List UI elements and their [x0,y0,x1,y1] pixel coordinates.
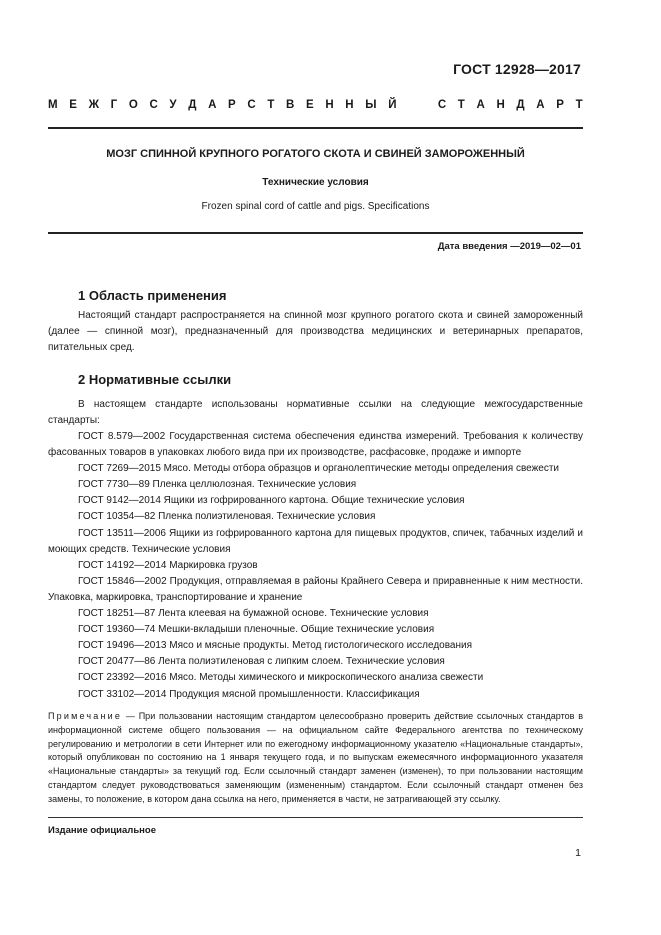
banner-letter: Т [575,99,583,111]
page-number: 1 [575,847,581,859]
banner-letter: Н [345,99,354,111]
banner-letter: Т [267,99,275,111]
banner-letter: А [208,99,217,111]
document-subtitle: Технические условия [262,177,369,188]
reference-item: ГОСТ 9142—2014 Ящики из гофрированного картона. Общие технические условия [78,495,465,507]
introduction-date: Дата введения —2019—02—01 [437,241,581,252]
references-note [48,710,583,807]
section-1-heading: 1 Область применения [78,288,227,303]
banner-letter: Е [306,99,314,111]
banner-letter: Е [69,99,77,111]
section-1-text [48,308,583,356]
banner-letter: Ы [365,99,377,111]
banner-letter: М [48,99,58,111]
banner-letter: О [128,99,138,111]
banner-letter: Т [457,99,465,111]
banner-letter: С [149,99,158,111]
reference-item: ГОСТ 19496—2013 Мясо и мясные продукты. Метод гистологического исследования [78,640,473,652]
banner-letter: Р [556,99,564,111]
reference-item: ГОСТ 19360—74 Мешки-вкладыши пленочные. Общие технические условия [78,624,435,636]
normative-references-list [48,429,583,703]
banner-letter: Р [228,99,236,111]
banner-letter: А [536,99,545,111]
official-edition-label: Издание официальное [48,825,156,836]
reference-item: ГОСТ 13511—2006 Ящики из гофрированного картона для пищевых продуктов, спичек, табачных изделий и моющих средств. Технические условия [48,527,583,555]
reference-item: ГОСТ 14192—2014 Маркировка грузов [78,559,258,571]
banner-letter: В [286,99,295,111]
footer-divider [48,817,583,818]
reference-item: ГОСТ 7730—89 Пленка целлюлозная. Технические условия [78,479,357,491]
note-lead: Примечание [48,711,123,721]
reference-item: ГОСТ 23392—2016 Мясо. Методы химического и микроскопического анализа свежести [78,672,484,684]
banner-letter: Й [388,99,397,111]
banner-letter: С [437,99,447,111]
reference-item: ГОСТ 10354—82 Пленка полиэтиленовая. Технические условия [78,511,376,523]
reference-item: ГОСТ 20477—86 Лента полиэтиленовая с липким слоем. Технические условия [78,656,445,668]
title-divider [48,232,583,234]
section-1-paragraph: Настоящий стандарт распространяется на спинной мозг крупного рогатого скота и свиней замороженный (далее — спинной мозг), предназначенный для производства медицинских и ветеринарных препаратов, питательных сред. [48,310,583,353]
banner-letter: Д [188,99,197,111]
reference-item: ГОСТ 8.579—2002 Государственная система обеспечения единства измерений. Требования к количеству фасованных товаров в упаковках любого вида при их производстве, расфасовке, продаже и импорте [48,431,583,459]
banner-letter: Д [516,99,525,111]
reference-item: ГОСТ 33102—2014 Продукция мясной промышленности. Классификация [78,688,420,700]
banner-letter: С [247,99,256,111]
banner-letter: Н [496,99,505,111]
top-divider [48,127,583,129]
gost-code: ГОСТ 12928—2017 [453,61,581,77]
interstate-standard-banner [48,99,583,111]
banner-letter: А [476,99,485,111]
banner-letter: Г [110,99,118,111]
banner-letter: Н [325,99,334,111]
reference-item: ГОСТ 18251—87 Лента клеевая на бумажной основе. Технические условия [78,608,429,620]
banner-letter: У [169,99,177,111]
banner-letter [423,99,426,111]
english-title: Frozen spinal cord of cattle and pigs. Specifications [201,201,430,212]
section-2-heading: 2 Нормативные ссылки [78,372,232,387]
banner-letter [408,99,411,111]
reference-item: ГОСТ 7269—2015 Мясо. Методы отбора образцов и органолептические методы определения свежести [78,463,560,475]
note-text: — При пользовании настоящим стандартом целесообразно проверить действие ссылочных стандартов в информационной системе общего пользования — на официальном сайте Федерального агентства по техническому регулированию и метрологии в сети Интернет или по ежегодному информационному указателю «Национальные стандарты», который опубликован по состоянию на 1 января текущего года, и по выпускам ежемесячного информационного указателя «Национальные стандарты» за текущий год. Если ссылочный стандарт заменен (изменен), то при пользовании настоящим стандартом следует руководствоваться заменяющим (измененным) стандартом. Если ссылочный стандарт отменен без замены, то положение, в котором дана ссылка на него, применяется в части, не затрагивающей эту ссылку. [48,711,583,804]
section-2-intro [48,397,583,429]
section-2-intro-paragraph: В настоящем стандарте использованы нормативные ссылки на следующие межгосударственные стандарты: [48,399,583,426]
reference-item: ГОСТ 15846—2002 Продукция, отправляемая в районы Крайнего Севера и приравненные к ним местности. Упаковка, маркировка, транспортирование и хранение [48,575,583,603]
banner-letter: Ж [88,99,99,111]
document-title: МОЗГ СПИННОЙ КРУПНОГО РОГАТОГО СКОТА И СВИНЕЙ ЗАМОРОЖЕННЫЙ [106,148,525,160]
